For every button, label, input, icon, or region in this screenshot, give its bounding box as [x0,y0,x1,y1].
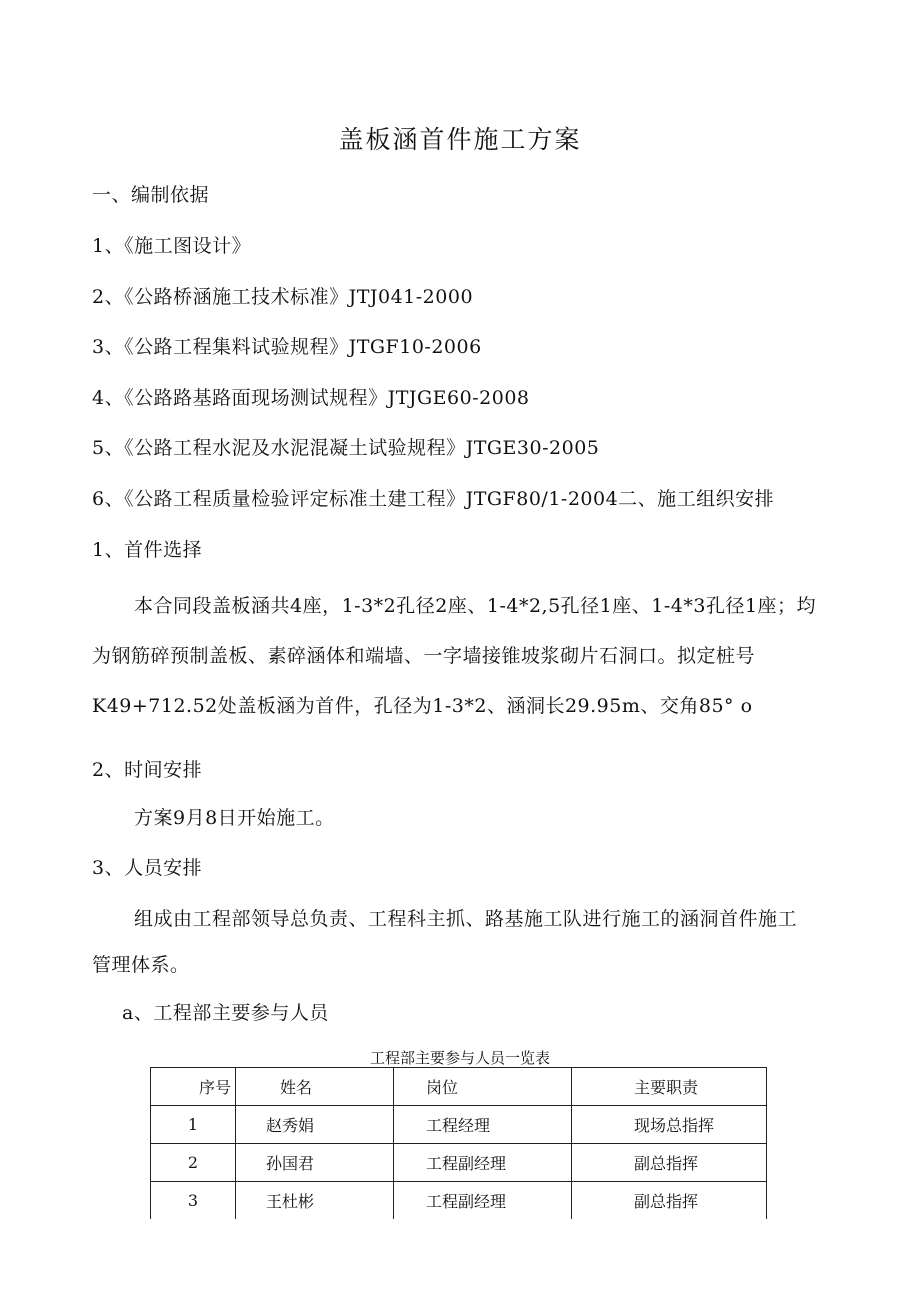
table-row [151,1144,767,1182]
paragraph-line: 管理体系。 [92,954,190,976]
reference-item-6: 6、《公路工程质量检验评定标准土建工程》JTGF80/1-2004二、施工组织安排 [92,488,775,510]
table-header-cell: 主要职责 [572,1068,767,1106]
table-cell: 3 [151,1182,236,1220]
table-header-cell: 序号 [151,1068,236,1106]
table-cell: 王杜彬 [236,1182,394,1220]
table-cell: 现场总指挥 [572,1106,767,1144]
heading-personnel: 3、人员安排 [92,857,203,879]
table-header-row [151,1068,767,1106]
reference-item-5: 5、《公路工程水泥及水泥混凝土试验规程》JTGE30-2005 [92,437,600,459]
paragraph-line: K49+712.52处盖板涵为首件，孔径为1-3*2、涵洞长29.95m、交角85° o [92,695,753,717]
heading-schedule: 2、时间安排 [92,759,203,781]
paragraph-line: 为钢筋碎预制盖板、素碎涵体和端墙、一字墙接锥坡浆砌片石洞口。拟定桩号 [92,645,756,667]
subheading-staff: a、工程部主要参与人员 [122,1002,329,1024]
table-header-cell: 岗位 [394,1068,572,1106]
paragraph-line: 组成由工程部领导总负责、工程科主抓、路基施工队进行施工的涵洞首件施工 [134,908,798,930]
table-cell: 工程副经理 [394,1182,572,1220]
table-row [151,1106,767,1144]
table-cell: 赵秀娟 [236,1106,394,1144]
reference-item-3: 3、《公路工程集料试验规程》JTGF10-2006 [92,336,482,358]
table-cell: 工程经理 [394,1106,572,1144]
heading-first-piece-selection: 1、首件选择 [92,539,203,561]
table-header-cell: 姓名 [236,1068,394,1106]
table-cell: 2 [151,1144,236,1182]
paragraph-line: 本合同段盖板涵共4座，1-3*2孔径2座、1-4*2,5孔径1座、1-4*3孔径1座；均 [134,595,817,617]
paragraph-schedule: 方案9月8日开始施工。 [134,807,335,829]
table-row [151,1182,767,1220]
table-cell: 1 [151,1106,236,1144]
staff-table [150,1067,767,1219]
reference-item-4: 4、《公路路基路面现场测试规程》JTJGE60-2008 [92,387,530,409]
table-cell: 副总指挥 [572,1182,767,1220]
table-cell: 孙国君 [236,1144,394,1182]
reference-item-2: 2、《公路桥涵施工技术标准》JTJ041-2000 [92,286,474,308]
table-cell: 工程副经理 [394,1144,572,1182]
table-caption: 工程部主要参与人员一览表 [369,1049,550,1067]
reference-item-1: 1、《施工图设计》 [92,235,252,257]
document-title: 盖板涵首件施工方案 [338,125,582,154]
table-cell: 副总指挥 [572,1144,767,1182]
section-heading-basis: 一、编制依据 [92,184,210,206]
